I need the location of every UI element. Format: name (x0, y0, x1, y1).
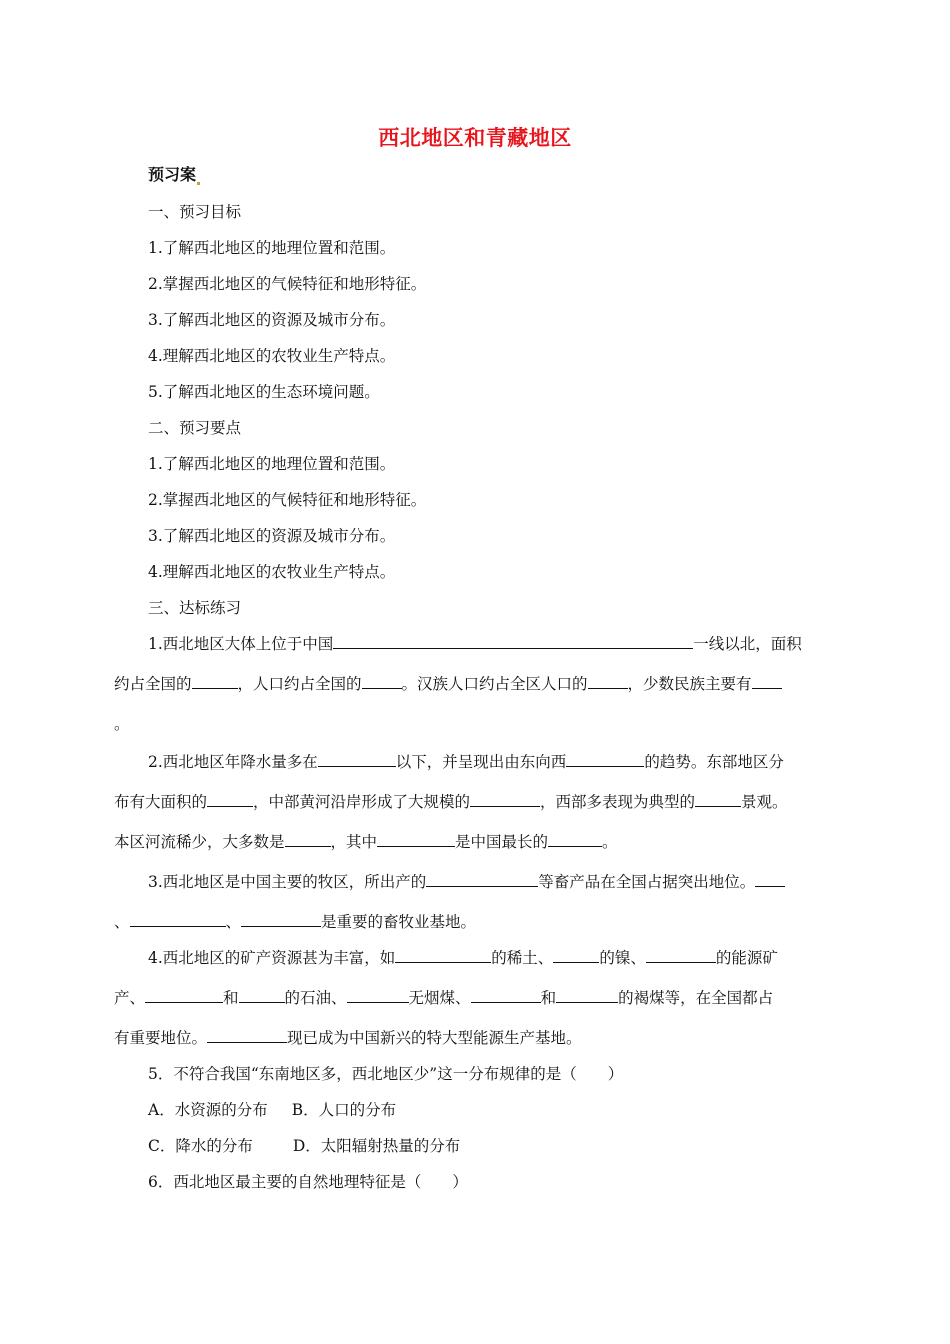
option-a: A．水资源的分布 (148, 1101, 268, 1119)
fill-blank[interactable] (426, 870, 538, 887)
fill-blank[interactable] (752, 672, 782, 689)
fill-blank[interactable] (556, 986, 618, 1003)
fill-blank[interactable] (377, 830, 455, 847)
fill-blank[interactable] (285, 830, 331, 847)
question-5-options-row-1 (148, 1098, 396, 1120)
q4-text: 现已成为中国新兴的特大型能源生产基地。 (287, 1029, 582, 1047)
keypoint-item: 3.了解西北地区的资源及城市分布。 (148, 527, 396, 545)
q1-text: 。汉族人口约占全区人口的 (401, 675, 588, 693)
q3-text: 等畜产品在全国占据突出地位。 (538, 873, 756, 891)
fill-blank[interactable] (566, 750, 644, 767)
q4-text: 的稀土、 (491, 949, 554, 967)
question-4-line-2 (114, 986, 773, 1008)
keypoint-item: 2.掌握西北地区的气候特征和地形特征。 (148, 491, 427, 509)
q1-text: ，少数民族主要有 (627, 675, 752, 693)
fill-blank[interactable] (192, 672, 238, 689)
q4-text: 的褐煤等，在全国都占 (618, 989, 774, 1007)
question-2-line-1 (148, 750, 784, 772)
q4-text: 有重要地位。 (114, 1029, 208, 1047)
question-4-line-3 (114, 1026, 582, 1048)
option-c: C．降水的分布 (148, 1137, 253, 1155)
goal-item: 1.了解西北地区的地理位置和范围。 (148, 239, 396, 257)
fill-blank[interactable] (145, 986, 223, 1003)
q1-text: 一线以北，面积 (693, 635, 802, 653)
fill-blank[interactable] (471, 986, 541, 1003)
fill-blank[interactable] (333, 632, 693, 649)
heading-text: 预习案 (148, 165, 197, 184)
q2-text: ，其中 (330, 833, 378, 851)
q4-text: 的镍、 (599, 949, 646, 967)
q1-text: 约占全国的 (114, 675, 192, 693)
fill-blank[interactable] (207, 1026, 287, 1043)
fill-blank[interactable] (207, 790, 253, 807)
q3-text: 、 (225, 913, 242, 931)
q1-text: 1.西北地区大体上位于中国 (148, 635, 334, 653)
question-4-line-1 (148, 946, 778, 968)
keypoint-item: 1.了解西北地区的地理位置和范围。 (148, 455, 396, 473)
fill-blank[interactable] (553, 946, 599, 963)
q2-text: ，西部多表现为典型的 (540, 793, 696, 811)
keypoint-item: 4.理解西北地区的农牧业生产特点。 (148, 563, 396, 581)
option-d: D．太阳辐射热量的分布 (292, 1137, 461, 1155)
fill-blank[interactable] (362, 672, 402, 689)
q4-text: 4.西北地区的矿产资源甚为丰富，如 (148, 949, 396, 967)
q2-text: 是中国最长的 (455, 833, 549, 851)
q2-text: 。 (602, 833, 618, 851)
q2-text: 以下，并呈现出由东向西 (395, 753, 567, 771)
q2-text: 2.西北地区年降水量多在 (148, 753, 318, 771)
q3-text: 、 (114, 913, 130, 931)
q2-text: 本区河流稀少，大多数是 (114, 833, 285, 851)
keypoints-label: 二、预习要点 (148, 419, 242, 437)
goals-label: 一、预习目标 (148, 203, 242, 221)
option-b: B．人口的分布 (291, 1101, 397, 1119)
q2-text: 的趋势。东部地区分 (644, 753, 784, 771)
q4-text: 产、 (114, 989, 146, 1007)
fill-blank[interactable] (395, 946, 491, 963)
fill-blank[interactable] (548, 830, 602, 847)
fill-blank[interactable] (239, 986, 285, 1003)
practice-label: 三、达标练习 (148, 599, 242, 617)
q2-text: ，中部黄河沿岸形成了大规模的 (253, 793, 471, 811)
decorative-dot (197, 182, 200, 185)
section-heading (148, 162, 200, 185)
q2-text: 景观。 (741, 793, 788, 811)
fill-blank[interactable] (318, 750, 396, 767)
q4-text: 的能源矿 (715, 949, 778, 967)
page-title: 西北地区和青藏地区 (378, 126, 572, 150)
question-2-line-3 (114, 830, 618, 852)
fill-blank[interactable] (588, 672, 628, 689)
fill-blank[interactable] (130, 910, 226, 927)
q2-text: 布有大面积的 (114, 793, 208, 811)
goal-item: 3.了解西北地区的资源及城市分布。 (148, 311, 396, 329)
fill-blank[interactable] (646, 946, 716, 963)
question-3-line-2 (114, 910, 476, 932)
question-1-line-2 (114, 672, 782, 694)
goal-item: 4.理解西北地区的农牧业生产特点。 (148, 347, 396, 365)
q4-text: 的石油、 (284, 989, 347, 1007)
q3-text: 3.西北地区是中国主要的牧区，所出产的 (148, 873, 427, 891)
question-1-line-1 (148, 632, 802, 654)
q1-text: ，人口约占全国的 (237, 675, 362, 693)
q4-text: 无烟煤、 (408, 989, 471, 1007)
fill-blank[interactable] (755, 870, 785, 887)
fill-blank[interactable] (695, 790, 741, 807)
q3-text: 是重要的畜牧业基地。 (321, 913, 477, 931)
goal-item: 2.掌握西北地区的气候特征和地形特征。 (148, 275, 427, 293)
goal-item: 5.了解西北地区的生态环境问题。 (148, 383, 380, 401)
question-5-options-row-2 (148, 1134, 460, 1156)
q4-text: 和 (223, 989, 239, 1007)
fill-blank[interactable] (347, 986, 409, 1003)
question-2-line-2 (114, 790, 788, 812)
fill-blank[interactable] (241, 910, 321, 927)
q4-text: 和 (540, 989, 557, 1007)
question-5-stem: 5．不符合我国“东南地区多，西北地区少”这一分布规律的是（ ） (148, 1065, 624, 1083)
fill-blank[interactable] (470, 790, 540, 807)
question-1-line-3: 。 (114, 715, 130, 733)
question-3-line-1 (148, 870, 785, 892)
question-6-stem: 6．西北地区最主要的自然地理特征是（ ） (148, 1173, 468, 1191)
